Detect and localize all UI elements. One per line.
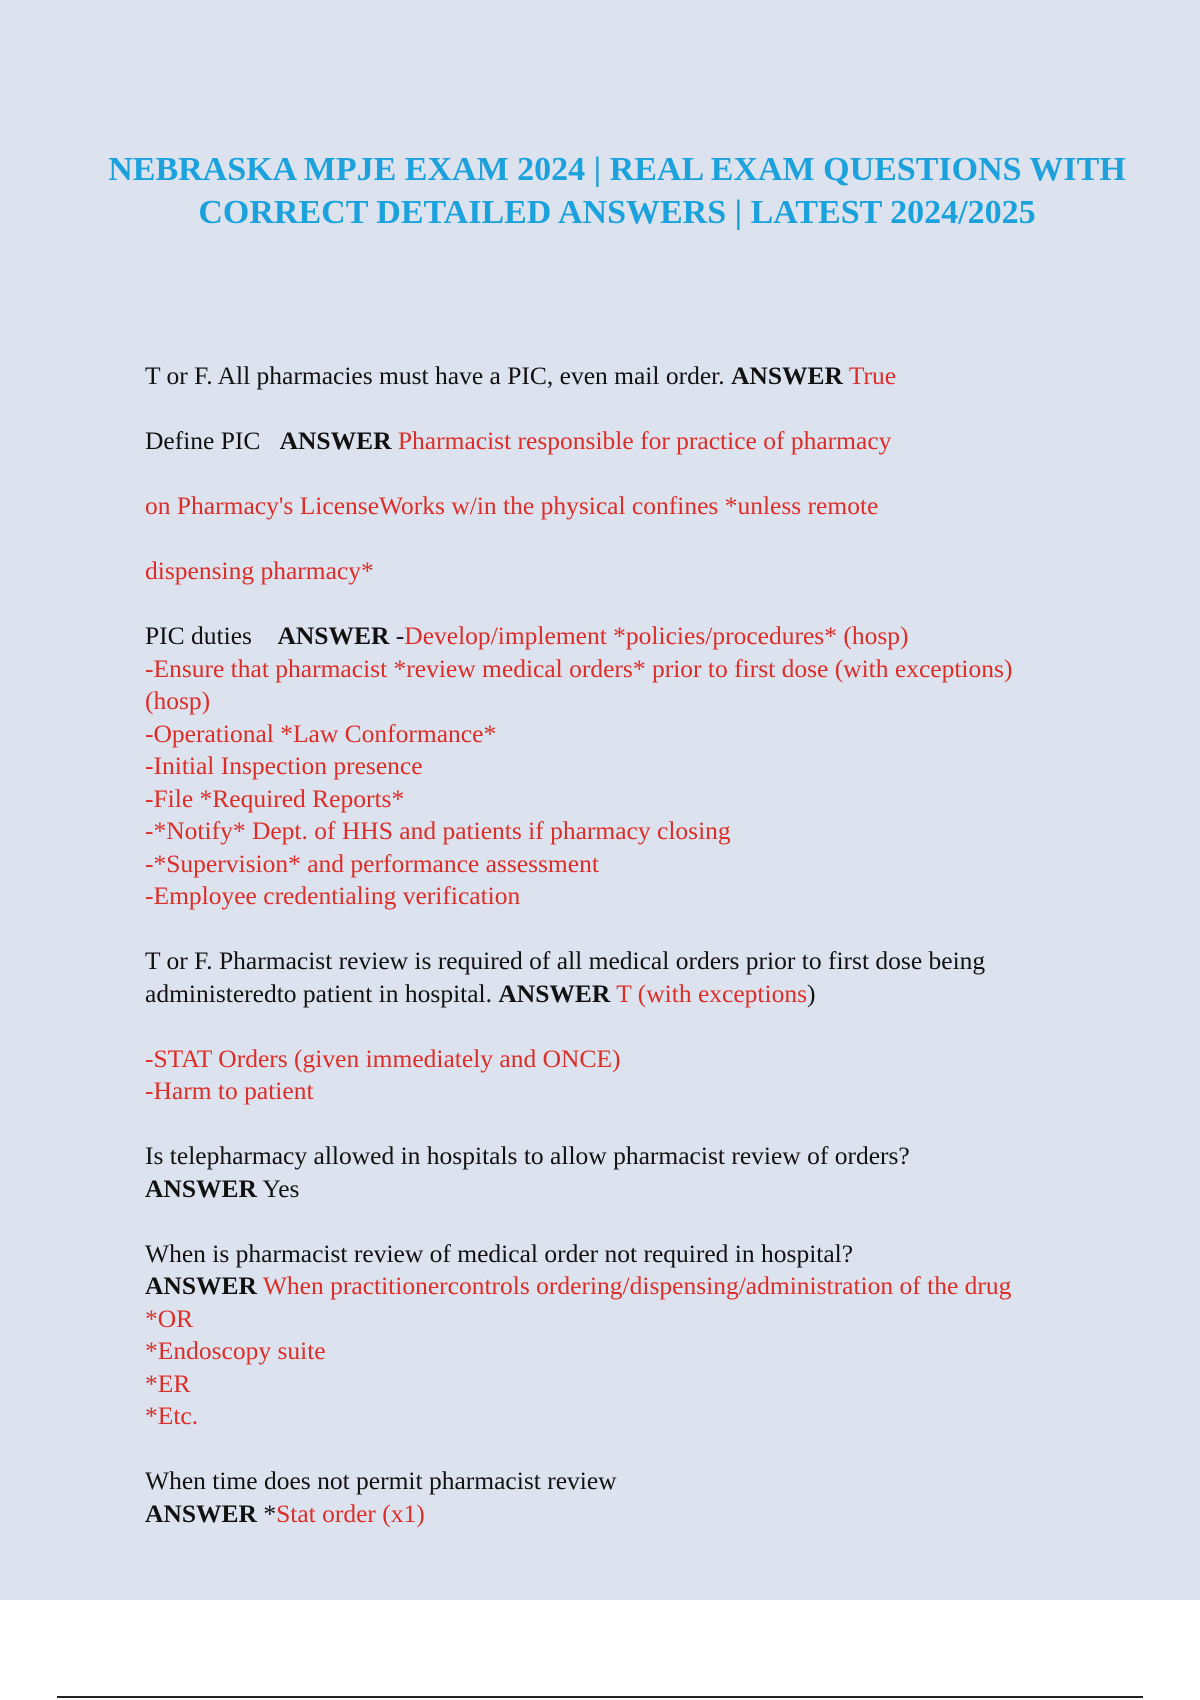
answer-text: T (with exceptions bbox=[616, 978, 807, 1008]
duty-item: -*Supervision* and performance assessment bbox=[145, 848, 599, 878]
exception-item: -STAT Orders (given immediately and ONCE) bbox=[145, 1043, 621, 1073]
qa-item-7 bbox=[145, 1465, 1065, 1530]
answer-line bbox=[145, 1498, 1065, 1531]
answer-dash: - bbox=[395, 621, 405, 650]
qa-item-3 bbox=[145, 620, 1065, 913]
exception-item: -Harm to patient bbox=[145, 1076, 314, 1105]
answer-text: Stat order (x1) bbox=[276, 1498, 425, 1528]
answer-label: ANSWER bbox=[498, 978, 611, 1008]
question-text: When time does not permit pharmacist review bbox=[145, 1466, 617, 1495]
answer-line bbox=[145, 620, 1065, 653]
condition-item: *OR bbox=[145, 1303, 194, 1333]
answer-label: ANSWER bbox=[145, 1271, 257, 1300]
answer-line: dispensing pharmacy* bbox=[145, 556, 374, 585]
duty-item: -Operational *Law Conformance* bbox=[145, 718, 497, 748]
answer-label: ANSWER bbox=[145, 1173, 257, 1203]
answer-text: Pharmacist responsible for practice of pharmacy bbox=[397, 426, 892, 455]
condition-item: *ER bbox=[145, 1368, 191, 1398]
answer-line bbox=[145, 1270, 1065, 1303]
qa-item-6 bbox=[145, 1238, 1065, 1433]
qa-item-1 bbox=[145, 360, 1065, 393]
footer-rule bbox=[57, 1696, 1143, 1698]
answer-close-paren: ) bbox=[807, 978, 816, 1008]
answer-text: True bbox=[848, 361, 897, 390]
qa-item-2 bbox=[145, 425, 1065, 588]
question-paragraph bbox=[145, 945, 1065, 1010]
condition-item: *Etc. bbox=[145, 1401, 199, 1430]
answer-star: * bbox=[256, 1498, 277, 1528]
duty-item: -*Notify* Dept. of HHS and patients if pharmacy closing bbox=[145, 816, 731, 845]
answer-label: ANSWER bbox=[731, 361, 843, 390]
answer-text: Develop/implement *policies/procedures* (hosp) bbox=[404, 621, 909, 650]
answer-label: ANSWER bbox=[279, 426, 392, 455]
qa-item-4 bbox=[145, 945, 1065, 1108]
qa-content bbox=[145, 360, 1065, 1530]
answer-label: ANSWER bbox=[277, 621, 390, 650]
document-title: NEBRASKA MPJE EXAM 2024 | REAL EXAM QUESTIONS WITH CORRECT DETAILED ANSWERS | LATEST 2024/2025 bbox=[108, 151, 1126, 231]
question-text: PIC duties bbox=[145, 621, 278, 650]
duty-item: -Employee credentialing verification bbox=[145, 881, 521, 910]
answer-text: Yes bbox=[256, 1173, 300, 1203]
condition-item: *Endoscopy suite bbox=[145, 1336, 326, 1365]
answer-line: on Pharmacy's LicenseWorks w/in the physical confines *unless remote bbox=[145, 491, 879, 520]
duty-item: -File *Required Reports* bbox=[145, 783, 405, 813]
answer-line bbox=[145, 425, 1065, 458]
answer-line bbox=[145, 1173, 1065, 1206]
question-text: T or F. All pharmacies must have a PIC, even mail order. bbox=[145, 361, 731, 390]
duty-item: -Ensure that pharmacist *review medical orders* prior to first dose (with exceptions) (hosp) bbox=[145, 653, 1019, 715]
question-text: Is telepharmacy allowed in hospitals to allow pharmacist review of orders? bbox=[145, 1141, 910, 1170]
duty-item: -Initial Inspection presence bbox=[145, 751, 423, 780]
answer-label: ANSWER bbox=[145, 1498, 257, 1528]
question-text: When is pharmacist review of medical order not required in hospital? bbox=[145, 1238, 854, 1268]
qa-item-5 bbox=[145, 1140, 1065, 1205]
question-text: T or F. Pharmacist review is required of all medical orders prior to first dose being administeredto patient in hospital. bbox=[145, 946, 986, 1008]
question-text: Define PIC bbox=[145, 426, 280, 455]
answer-text: When practitionercontrols ordering/dispensing/administration of the drug bbox=[256, 1271, 1012, 1300]
